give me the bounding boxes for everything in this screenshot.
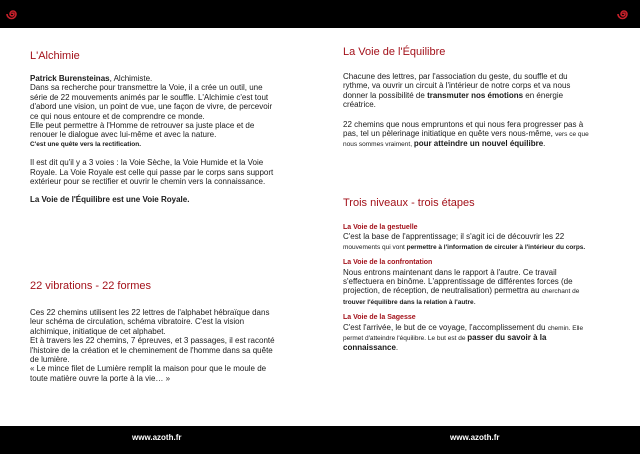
gestuelle-title: La Voie de la gestuelle: [343, 224, 418, 231]
alchimie-paragraph-4: Il est dit qu'il y a 3 voies : la Voie Sèche, la Voie Humide et la Voie Royale. La Voie Royale est celle qui passe par le corps sans support extérieur pour se rectifier et ouvrir le chemin vers la connaissance.: [30, 158, 274, 187]
vibrations-paragraph-1: Ces 22 chemins utilisent les 22 lettres de l'alphabet hébraïque dans leur schéma de circulation, schéma vibratoire. C'est la vision alchimique, initiatique de cet alphabet.: [30, 308, 270, 336]
gestuelle-text-c: permettre à l'information de circuler à l'intérieur du corps.: [406, 243, 586, 251]
confrontation-text-b: cherchant de: [541, 288, 580, 296]
equilibre-section: [343, 46, 593, 150]
equilibre-p2-end: .: [543, 139, 546, 149]
bottom-bar: [0, 426, 640, 454]
equilibre-title: La Voie de l'Équilibre: [343, 46, 446, 58]
alchimie-title: L'Alchimie: [30, 50, 80, 62]
equilibre-p1-text: Chacune des lettres, par l'association du geste, du souffle et du rythme, va ouvrir un circuit à l'intérieur de notre corps et va nous donner la possibilité de: [343, 72, 571, 100]
gestuelle-text: [343, 232, 593, 252]
gestuelle-text-b: mouvements qui vont: [343, 243, 407, 251]
sagesse-text-d: .: [395, 343, 399, 353]
sagesse-text-c: passer du savoir à la connaissance: [343, 333, 547, 353]
alchimie-paragraph-2: Elle peut permettre à l'Homme de retrouver sa juste place et de renouer le dialogue avec lui-même et avec la nature.: [30, 121, 255, 140]
spiral-logo-icon: [617, 7, 631, 21]
footer-url-left[interactable]: www.azoth.fr: [132, 433, 182, 442]
gestuelle-text-a: C'est la base de l'apprentissage; il s'agit ici de découvrir les 22: [343, 232, 565, 242]
confrontation-text: [343, 268, 593, 308]
sagesse-text-a: C'est l'arrivée, le but de ce voyage, l'accomplissement du: [343, 322, 548, 332]
equilibre-p2-text: 22 chemins que nous empruntons et qui nous fera progresser pas à pas, tel un pèlerinage initiatique en quête vers nous-même,: [343, 119, 584, 139]
vibrations-paragraph-2: Et à travers les 22 chemins, 7 épreuves, et 3 passages, il est raconté l'histoire de la création et le cheminement de l'homme dans sa quête de lumière.: [30, 336, 275, 365]
equilibre-paragraph-1: [343, 72, 593, 110]
equilibre-p1-bold: transmuter nos émotions: [427, 90, 524, 100]
alchimie-paragraph-1: Dans sa recherche pour transmettre la Voie, il a crée un outil, une série de 22 mouvements animés par le souffle. L'Alchimie c'est tout d'abord une vision, un point de vue, une façon de vivre, de percevoir ce qui nous entoure et de comprendre ce monde.: [30, 83, 273, 121]
vibrations-title: 22 vibrations - 22 formes: [30, 280, 152, 292]
equilibre-paragraph-2: [343, 120, 593, 150]
equilibre-p2-small: vers ce que nous sommes vraiment,: [343, 131, 589, 149]
confrontation-text-c: trouver l'équilibre dans la relation à l'autre: [343, 298, 474, 306]
confrontation-title: La Voie de la confrontation: [343, 259, 433, 267]
niveaux-title: Trois niveaux - trois étapes: [343, 197, 475, 209]
niveaux-section: [343, 197, 593, 353]
confrontation-text-d: .: [473, 296, 476, 306]
equilibre-p1-end: en énergie créatrice.: [343, 90, 564, 110]
spiral-logo-icon: [6, 7, 20, 21]
vibrations-paragraph-3: « Le mince filet de Lumière remplit la maison pour que le moule de toute matière ouvre la porte à la vie… »: [30, 364, 267, 383]
alchimie-author-line: [30, 74, 275, 83]
footer-url-right[interactable]: www.azoth.fr: [450, 433, 500, 442]
sagesse-text-b: chemin. Elle permet d'atteindre l'équilibre. Le but est de: [343, 324, 584, 343]
sagesse-title: La Voie de la Sagesse: [343, 314, 416, 322]
alchimie-paragraph-3: C'est une quête vers la rectification.: [30, 140, 141, 148]
confrontation-text-a: Nous entrons maintenant dans le rapport à l'autre. Ce travail s'effectuera en binôme. L'apprentissage de différentes forces (de projection, de réception, de neutralisation) permettra au: [343, 267, 573, 296]
vibrations-section: [30, 280, 275, 383]
author-role: , Alchimiste.: [109, 74, 153, 83]
author-name: Patrick Burensteinas: [30, 74, 110, 83]
sagesse-text: [343, 323, 593, 353]
alchimie-paragraph-5: La Voie de l'Équilibre est une Voie Royale.: [30, 195, 190, 205]
equilibre-p2-bold: pour atteindre un nouvel équilibre: [413, 139, 544, 149]
alchimie-section: [30, 50, 275, 205]
top-bar: [0, 0, 640, 28]
